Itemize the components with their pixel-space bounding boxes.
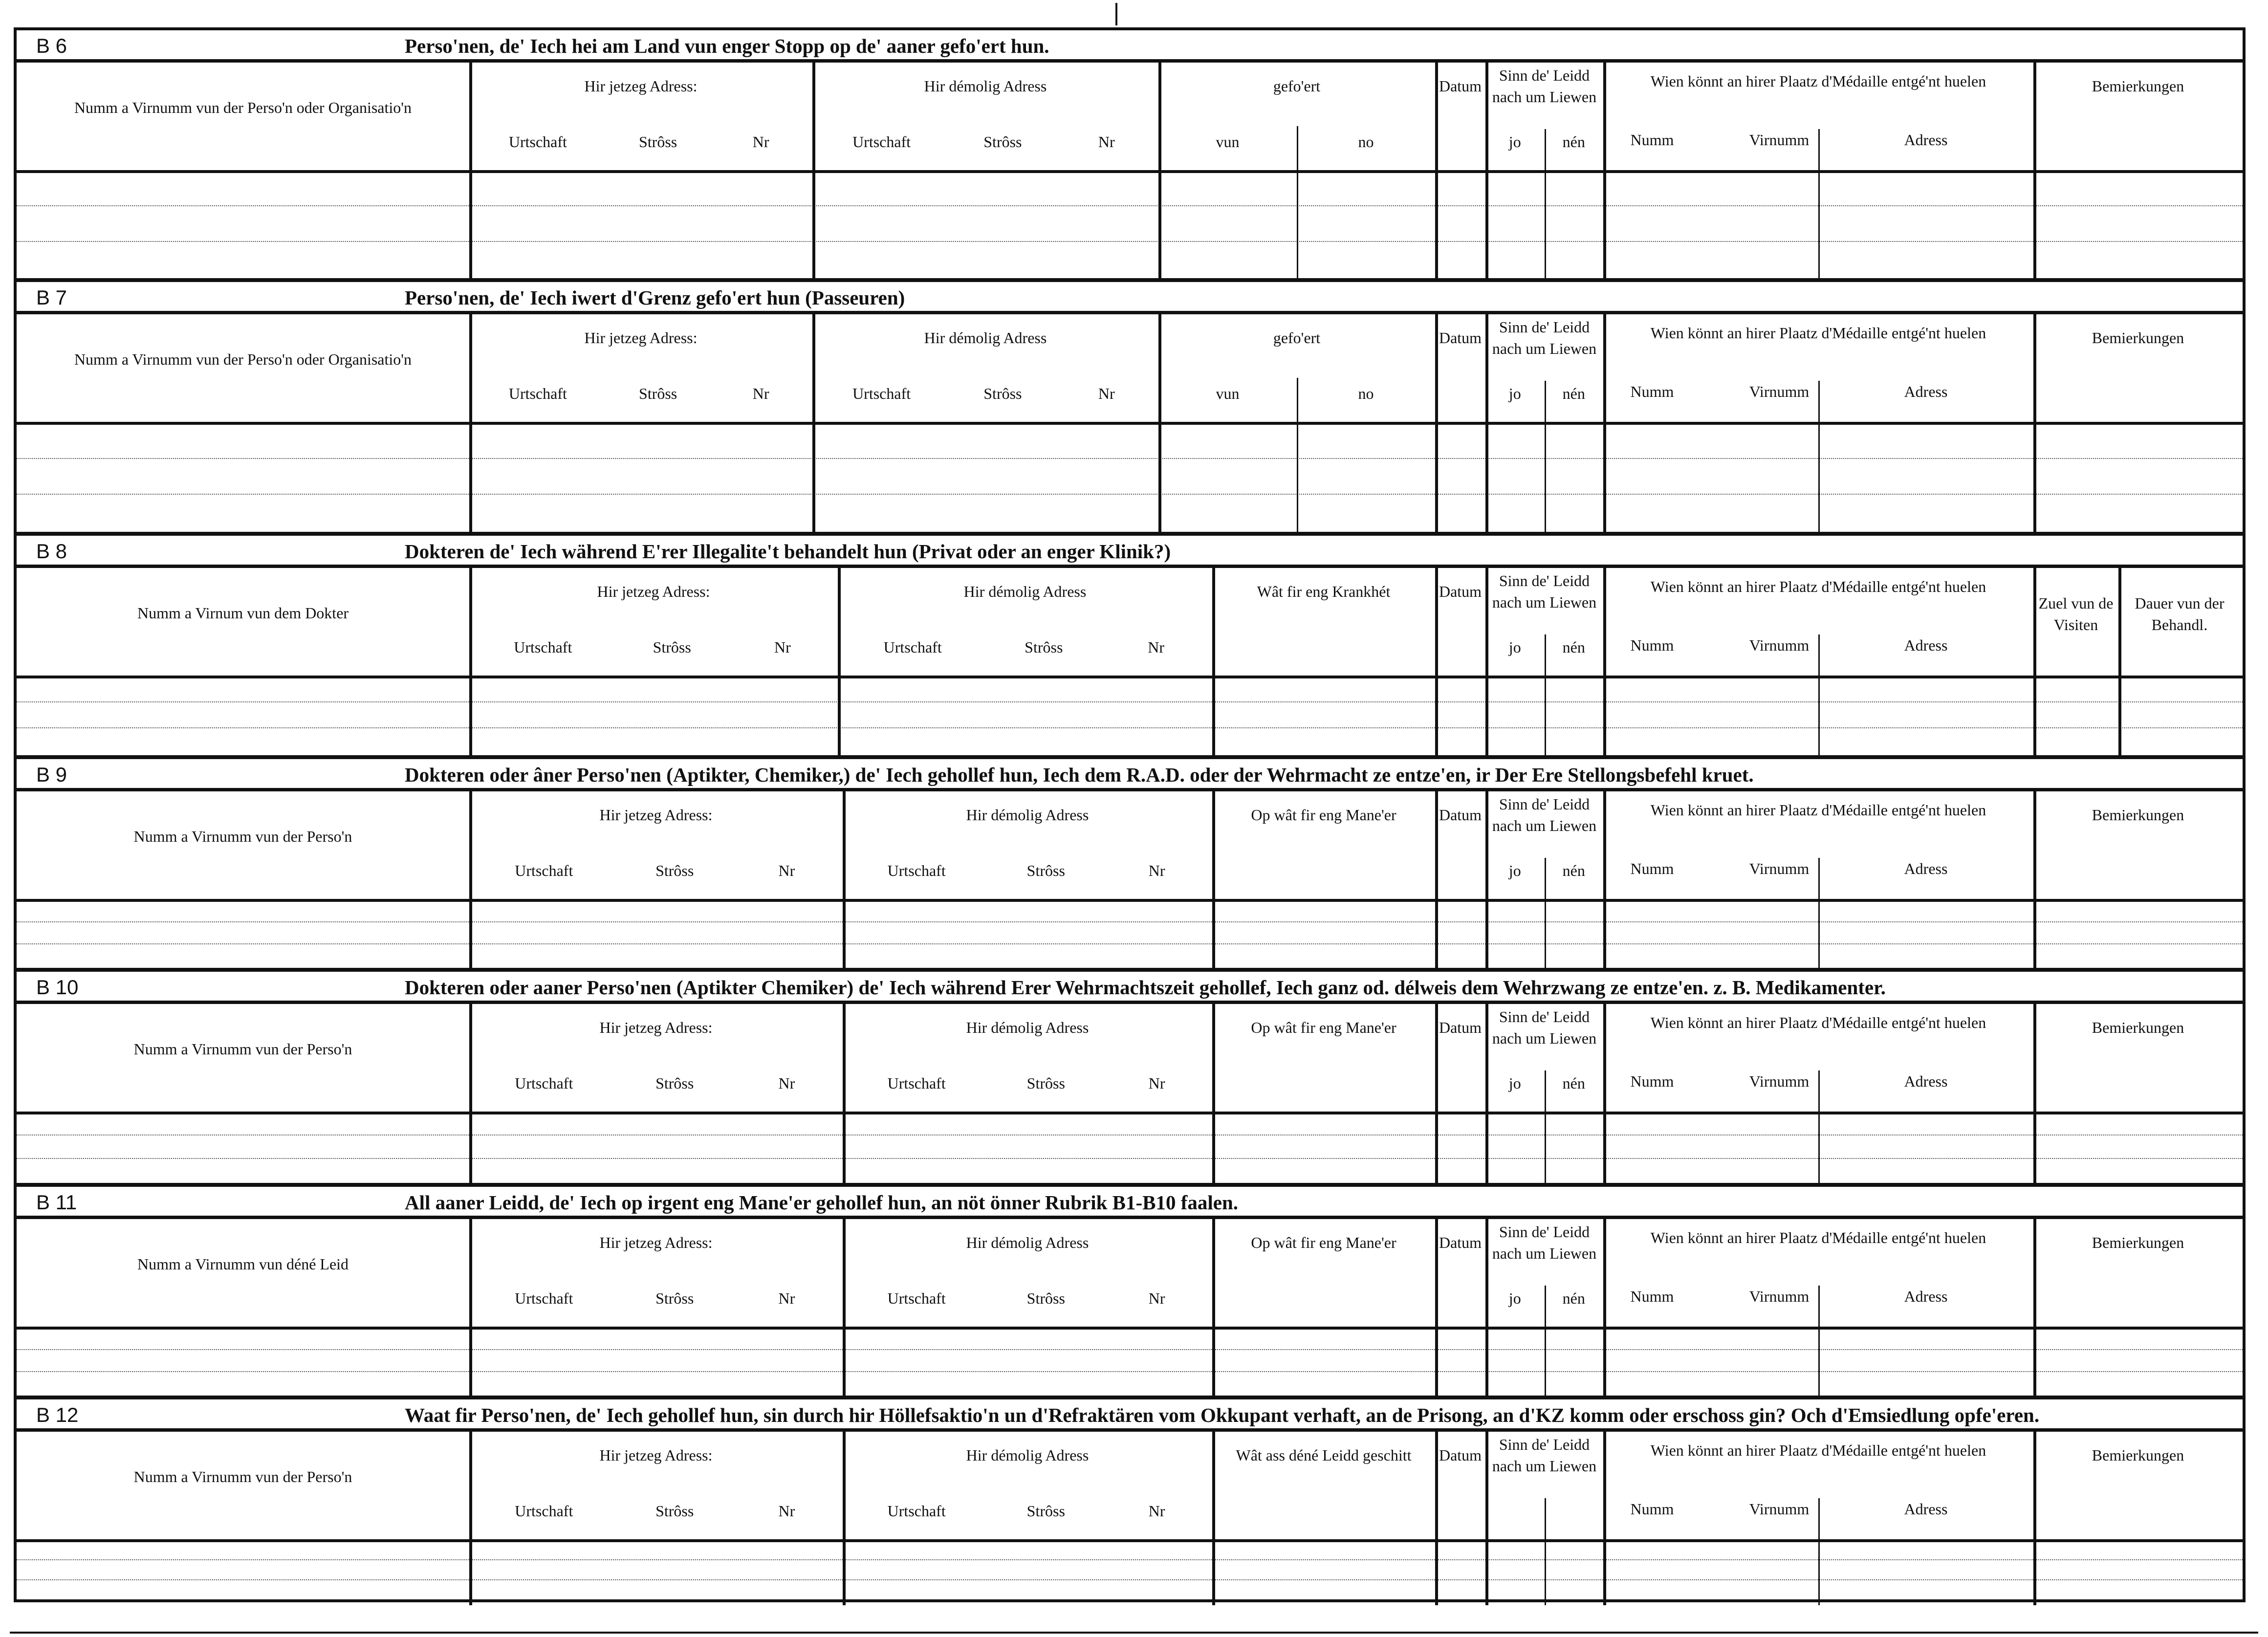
nr-label: Nr [1098,133,1115,151]
stross-label: Strôss [1026,862,1065,879]
row-line [17,1579,2243,1580]
urtschaft-label: Urtschaft [515,1074,573,1092]
jo-label: jo [1508,133,1521,151]
section-b10 [17,972,2243,1187]
medal-header: Wien könnt an hirer Plaatz d'Médaille entgé'nt huelen [1650,72,1986,90]
medal-header: Wien könnt an hirer Plaatz d'Médaille entgé'nt huelen [1650,1014,1986,1031]
virnumm-label: Virnumm [1749,131,1810,149]
former-address-header: Hir démolig Adress [924,77,1047,95]
section-code: B 12 [36,1403,79,1426]
nen-label: nén [1562,638,1585,656]
row-line [17,458,2243,459]
stross-label: Strôss [983,385,1022,402]
section-code: B 6 [36,34,67,57]
jo-label: jo [1508,1074,1521,1092]
section-title: Perso'nen, de' Iech hei am Land vun enger Stopp op de' aaner gefo'ert hun. [405,35,1049,57]
adress-label: Adress [1904,131,1948,149]
jo-label: jo [1508,385,1521,402]
sub-rule [1545,1286,1546,1399]
visits-header: Zuel vun de Visiten [2038,594,2114,633]
adress-label: Adress [1904,1072,1948,1090]
nr-label: Nr [1148,1074,1165,1092]
sub-rule [1818,1286,1820,1399]
nr-label: Nr [774,638,791,656]
section-header [17,30,2243,63]
urtschaft-label: Urtschaft [883,638,942,656]
remarks-header: Bemierkungen [2092,77,2184,95]
stross-label: Strôss [1026,1074,1065,1092]
column-rule [1603,314,1606,536]
column-rule [1603,63,1606,282]
third-column-header: Op wât fir eng Mane'er [1251,1019,1396,1036]
numm-label: Numm [1630,860,1674,877]
datum-header: Datum [1439,1019,1482,1036]
section-title: All aaner Leidd, de' Iech op irgent eng Mane'er gehollef hun, an nöt önner Rubrik B1-B10 faalen. [405,1191,1239,1214]
section-b8 [17,536,2243,759]
current-address-header: Hir jetzeg Adress: [584,329,698,347]
section-code: B 8 [36,540,67,563]
urtschaft-label: Urtschaft [508,385,567,402]
sub-rule [1545,129,1546,282]
adress-label: Adress [1904,1288,1948,1305]
remarks-header: Bemierkungen [2092,1019,2184,1036]
nen-label: nén [1562,385,1585,402]
row-line [17,943,2243,944]
row-line [17,701,2243,702]
urtschaft-label: Urtschaft [887,1074,946,1092]
current-address-header: Hir jetzeg Adress: [599,1019,713,1036]
urtschaft-label: Urtschaft [514,638,572,656]
no-label: no [1358,385,1374,402]
nr-label: Nr [778,1502,795,1520]
third-column-header: Wât fir eng Krankhét [1257,583,1391,600]
section-b11 [17,1187,2243,1399]
nr-label: Nr [1148,638,1164,656]
nen-label: nén [1562,1289,1585,1307]
section-header [17,759,2243,791]
vun-label: vun [1216,133,1240,151]
section-title: Waat fir Perso'nen, de' Iech gehollef hun, sin durch hir Höllefsaktio'n un d'Refraktären vom Okkupant verhaft, an de Prisong, an d'KZ komm oder erschoss gin? Och d'Emsiedlung opfe'eren. [405,1404,2040,1426]
no-label: no [1358,133,1374,151]
former-address-header: Hir démolig Adress [966,1019,1089,1036]
first-column-header: Numm a Virnumm vun der Perso'n [133,1468,352,1485]
section-b6 [17,30,2243,282]
numm-label: Numm [1630,1072,1674,1090]
first-column-header: Numm a Virnumm vun der Perso'n [133,828,352,845]
urtschaft-label: Urtschaft [852,133,911,151]
sub-rule [1545,634,1546,759]
stross-label: Strôss [983,133,1022,151]
nr-label: Nr [1148,1289,1165,1307]
nr-label: Nr [1148,1502,1165,1520]
sub-rule [1818,634,1820,759]
numm-label: Numm [1630,636,1674,654]
virnumm-label: Virnumm [1749,383,1810,400]
sub-rule [1545,1070,1546,1187]
numm-label: Numm [1630,131,1674,149]
medal-header: Wien könnt an hirer Plaatz d'Médaille entgé'nt huelen [1650,1229,1986,1246]
page-mark [1115,3,1117,25]
adress-label: Adress [1904,636,1948,654]
jo-label: jo [1508,862,1521,879]
stross-label: Strôss [655,1074,694,1092]
section-title: Dokteren de' Iech während E'rer Illegalite't behandelt hun (Privat oder an enger Klinik?) [405,540,1171,563]
sub-rule [1818,1070,1820,1187]
stross-label: Strôss [638,133,677,151]
remarks-header: Bemierkungen [2092,329,2184,347]
header-bottom-rule [17,170,2243,173]
urtschaft-label: Urtschaft [887,1502,946,1520]
jo-label: jo [1508,1289,1521,1307]
sub-rule [1297,126,1298,282]
numm-label: Numm [1630,383,1674,400]
current-address-header: Hir jetzeg Adress: [599,1234,713,1251]
section-code: B 9 [36,763,67,786]
section-b7 [17,282,2243,536]
sub-rule [1818,1498,1820,1605]
sub-rule [1818,858,1820,972]
stross-label: Strôss [1026,1502,1065,1520]
current-address-header: Hir jetzeg Adress: [599,1446,713,1464]
sub-rule [1545,381,1546,536]
section-title: Perso'nen, de' Iech iwert d'Grenz gefo'ert hun (Passeuren) [405,286,905,309]
remarks-header: Bemierkungen [2092,1446,2184,1464]
current-address-header: Hir jetzeg Adress: [599,806,713,824]
former-address-header: Hir démolig Adress [966,1234,1089,1251]
medal-header: Wien könnt an hirer Plaatz d'Médaille entgé'nt huelen [1650,1441,1986,1459]
datum-header: Datum [1439,1234,1482,1251]
remarks-header: Bemierkungen [2092,1234,2184,1251]
nr-label: Nr [752,385,769,402]
alive-header: Sinn de' Leidd nach um Liewen [1492,1436,1597,1475]
urtschaft-label: Urtschaft [515,1289,573,1307]
former-address-header: Hir démolig Adress [963,583,1087,600]
first-column-header: Numm a Virnumm vun der Perso'n oder Organisatio'n [74,99,412,116]
virnumm-label: Virnumm [1749,860,1810,877]
row-line [17,494,2243,495]
adress-label: Adress [1904,1500,1948,1518]
section-title: Dokteren oder aaner Perso'nen (Aptikter Chemiker) de' Iech während Erer Wehrmachtszeit gehollef, Iech ganz od. délweis dem Wehrzwang ze entze'en. z. B. Medikamenter. [405,976,1886,999]
header-bottom-rule [17,676,2243,678]
nr-label: Nr [778,1074,795,1092]
nen-label: nén [1562,133,1585,151]
nen-label: nén [1562,1074,1585,1092]
header-bottom-rule [17,1539,2243,1542]
third-column-header: Op wât fir eng Mane'er [1251,1234,1396,1251]
row-line [17,1158,2243,1159]
section-code: B 11 [36,1191,77,1214]
nr-label: Nr [752,133,769,151]
numm-label: Numm [1630,1500,1674,1518]
medal-header: Wien könnt an hirer Plaatz d'Médaille entgé'nt huelen [1650,801,1986,819]
virnumm-label: Virnumm [1749,1072,1810,1090]
third-column-header: gefo'ert [1273,77,1321,95]
sub-rule [1545,858,1546,972]
former-address-header: Hir démolig Adress [966,1446,1089,1464]
stross-label: Strôss [655,1289,694,1307]
section-header [17,972,2243,1004]
adress-label: Adress [1904,860,1948,877]
nr-label: Nr [778,1289,795,1307]
remarks-header: Bemierkungen [2092,806,2184,824]
current-address-header: Hir jetzeg Adress: [597,583,710,600]
section-code: B 7 [36,286,67,309]
section-header [17,536,2243,568]
alive-header: Sinn de' Leidd nach um Liewen [1492,66,1597,106]
datum-header: Datum [1439,329,1482,347]
urtschaft-label: Urtschaft [887,862,946,879]
first-column-header: Numm a Virnumm vun der Perso'n oder Organisatio'n [74,350,412,368]
row-line [17,1349,2243,1350]
urtschaft-label: Urtschaft [515,862,573,879]
stross-label: Strôss [655,1502,694,1520]
sub-rule [1818,381,1820,536]
nr-label: Nr [1098,385,1115,402]
virnumm-label: Virnumm [1749,636,1810,654]
datum-header: Datum [1439,806,1482,824]
sub-rule [1297,378,1298,536]
urtschaft-label: Urtschaft [887,1289,946,1307]
numm-label: Numm [1630,1288,1674,1305]
form-page [14,27,2246,1602]
header-bottom-rule [17,422,2243,425]
footer-rule [10,1632,2258,1634]
datum-header: Datum [1439,77,1482,95]
header-bottom-rule [17,1327,2243,1330]
former-address-header: Hir démolig Adress [924,329,1047,347]
alive-header: Sinn de' Leidd nach um Liewen [1492,572,1597,611]
header-bottom-rule [17,1112,2243,1114]
first-column-header: Numm a Virnumm vun der Perso'n [133,1040,352,1058]
section-b9 [17,759,2243,972]
sub-rule [1545,1498,1546,1605]
third-column-header: Op wât fir eng Mane'er [1251,806,1396,824]
stross-label: Strôss [1025,638,1063,656]
nr-label: Nr [778,862,795,879]
header-bottom-rule [17,899,2243,902]
section-header [17,1399,2243,1432]
adress-label: Adress [1904,383,1948,400]
first-column-header: Numm a Virnumm vun déné Leid [137,1255,349,1273]
current-address-header: Hir jetzeg Adress: [584,77,698,95]
urtschaft-label: Urtschaft [515,1502,573,1520]
medal-header: Wien könnt an hirer Plaatz d'Médaille entgé'nt huelen [1650,324,1986,342]
nen-label: nén [1562,862,1585,879]
row-line [17,241,2243,242]
section-header [17,282,2243,314]
stross-label: Strôss [655,862,694,879]
section-title: Dokteren oder âner Perso'nen (Aptikter, Chemiker,) de' Iech gehollef hun, Iech dem R.A.D. oder der Wehrmacht ze entze'en, ir Der Ere Stellongsbefehl kruet. [405,764,1754,786]
row-line [17,727,2243,728]
virnumm-label: Virnumm [1749,1288,1810,1305]
vun-label: vun [1216,385,1240,402]
section-header [17,1187,2243,1219]
datum-header: Datum [1439,583,1482,600]
urtschaft-label: Urtschaft [852,385,911,402]
section-b12 [17,1399,2243,1605]
row-line [17,921,2243,922]
third-column-header: gefo'ert [1273,329,1321,347]
third-column-header: Wât ass déné Leidd geschitt [1236,1446,1412,1464]
first-column-header: Numm a Virnum vun dem Dokter [137,604,349,622]
row-line [17,205,2243,206]
stross-label: Strôss [653,638,691,656]
former-address-header: Hir démolig Adress [966,806,1089,824]
datum-header: Datum [1439,1446,1482,1464]
sub-rule [1818,129,1820,282]
alive-header: Sinn de' Leidd nach um Liewen [1492,1008,1597,1047]
stross-label: Strôss [638,385,677,402]
urtschaft-label: Urtschaft [508,133,567,151]
section-code: B 10 [36,976,79,999]
stross-label: Strôss [1026,1289,1065,1307]
medal-header: Wien könnt an hirer Plaatz d'Médaille entgé'nt huelen [1650,578,1986,595]
alive-header: Sinn de' Leidd nach um Liewen [1492,318,1597,357]
row-line [17,1371,2243,1372]
row-line [17,1559,2243,1560]
jo-label: jo [1508,638,1521,656]
virnumm-label: Virnumm [1749,1500,1810,1518]
alive-header: Sinn de' Leidd nach um Liewen [1492,1223,1597,1262]
alive-header: Sinn de' Leidd nach um Liewen [1492,795,1597,834]
nr-label: Nr [1148,862,1165,879]
duration-header: Dauer vun der Behandl. [2135,594,2224,633]
